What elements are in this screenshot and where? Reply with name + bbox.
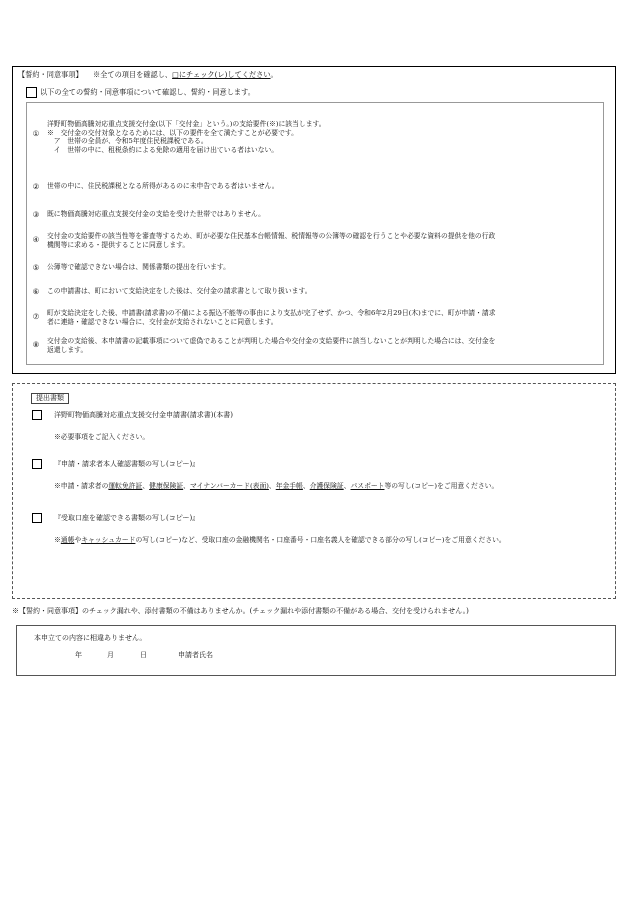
- warning-text: ※【誓約・同意事項】のチェック漏れや、添付書類の不備はありませんか。(チェック漏れや添付書類の不備がある場合、交付を受けられません。): [12, 607, 469, 615]
- document-note-segment: パスポート: [350, 482, 385, 490]
- pledge-item-text: [47, 309, 597, 326]
- pledge-item-text: [47, 232, 597, 249]
- document-note: [54, 536, 506, 544]
- document-checkbox[interactable]: [32, 513, 42, 523]
- pledge-item-line: 町が支給決定をした後、申請書(請求書)の不備による振込不能等の事由により支払が完了せず、かつ、令和6年2月29日(木)までに、町が申請・請求: [47, 309, 496, 317]
- pledge-item-line: 交付金の支給要件の該当性等を審査等するため、町が必要な住民基本台帳情報、税情報等の公簿等の確認を行うことや必要な資料の提供を他の行政: [47, 232, 496, 240]
- document-note-segment: や: [74, 536, 82, 544]
- pledge-item-text: [47, 182, 597, 191]
- document-note-segment: 年金手帳: [275, 482, 303, 490]
- pledge-section: [12, 66, 616, 374]
- declaration-text: 本申立ての内容に相違ありません。: [34, 634, 147, 642]
- pledge-item-number: ⑦: [32, 312, 40, 321]
- document-note-segment: の写し(コピー)など、受取口座の金融機関名・口座番号・口座名義人を確認できる部分の写し(コピー)をご用意ください。: [135, 536, 506, 544]
- pledge-item-text: [47, 263, 597, 272]
- pledge-item-line: イ 世帯の中に、租税条約による免除の適用を届け出ている者はいない。: [47, 145, 279, 154]
- declaration-box: [16, 625, 616, 676]
- date-day-label: 日: [140, 651, 147, 659]
- document-note-segment: 、: [268, 482, 276, 490]
- pledge-item-text: [47, 337, 597, 354]
- document-checkbox[interactable]: [32, 410, 42, 420]
- pledge-item-line: 交付金の支給後、本申請書の記載事項について虚偽であることが判明した場合や交付金の支給要件に該当しないことが判明した場合には、交付金を: [47, 337, 496, 345]
- document-note: [54, 433, 149, 441]
- pledge-item-line: 公簿等で確認できない場合は、関係書類の提出を行います。: [47, 263, 230, 271]
- document-note-segment: 、: [183, 482, 190, 490]
- document-note-segment: 運転免許証: [108, 482, 143, 490]
- document-note-segment: 介護保険証: [309, 482, 344, 490]
- pledge-item-line: 世帯の中に、住民税課税となる所得があるのに未申告である者はいません。: [47, 182, 279, 190]
- document-note: [54, 482, 498, 490]
- pledge-item-number: ②: [32, 182, 40, 191]
- documents-section: [12, 383, 616, 599]
- date-year-label: 年: [75, 651, 82, 659]
- applicant-name-label: 申請者氏名: [178, 651, 213, 659]
- pledge-item-number: ①: [32, 129, 40, 138]
- pledge-item-line: 者に連絡・確認できない場合に、交付金が支給されないことに同意します。: [47, 317, 278, 326]
- pledge-item-number: ⑧: [32, 340, 40, 349]
- document-note-segment: 等の写し(コピー)をご用意ください。: [384, 482, 499, 490]
- pledge-heading-row: [18, 70, 278, 79]
- document-label: 『受取口座を確認できる書類の写し(コピー)』: [54, 514, 200, 522]
- document-note-segment: ※必要事項をご記入ください。: [54, 433, 150, 441]
- pledge-instruction: ※全ての項目を確認し、□にチェック(レ)してください。: [93, 70, 278, 79]
- document-note-segment: 、: [302, 482, 310, 490]
- pledge-item-line: 既に物価高騰対応重点支援交付金の支給を受けた世帯ではありません。: [47, 210, 265, 218]
- document-label: 洋野町物価高騰対応重点支援交付金申請書(請求書)(本書): [54, 411, 233, 419]
- documents-label: 提出書類: [31, 393, 69, 404]
- document-note-segment: 通帳: [60, 536, 75, 544]
- document-checkbox[interactable]: [32, 459, 42, 469]
- document-note-segment: 、: [142, 482, 150, 490]
- pledge-item-number: ③: [32, 210, 40, 219]
- pledge-heading: 【誓約・同意事項】: [18, 70, 83, 79]
- document-label: 『申請・請求者本人確認書類の写し(コピー)』: [54, 460, 200, 468]
- pledge-item-line: 洋野町物価高騰対応重点支援交付金(以下「交付金」という。)の支給要件(※)に該当します。: [47, 120, 326, 128]
- document-note-segment: ※申請・請求者の: [54, 482, 109, 490]
- document-note-segment: マイナンバーカード(表面): [189, 482, 269, 490]
- date-month-label: 月: [107, 651, 114, 659]
- pledge-item-text: [47, 120, 597, 154]
- pledge-item-number: ④: [32, 235, 40, 244]
- document-note-segment: ※: [54, 536, 61, 544]
- pledge-item-line: ア 世帯の全員が、令和5年度住民税課税である。: [47, 137, 208, 146]
- document-note-segment: 健康保険証: [149, 482, 184, 490]
- pledge-item-number: ⑥: [32, 287, 40, 296]
- pledge-item-text: [47, 287, 597, 296]
- pledge-item-line: 返還します。: [47, 345, 88, 354]
- agree-all-checkbox[interactable]: [26, 87, 37, 98]
- pledge-items-box: [26, 102, 604, 365]
- pledge-item-text: [47, 210, 597, 219]
- agree-all-row: [26, 87, 255, 98]
- pledge-item-line: この申請書は、町において支給決定をした後は、交付金の請求書として取り扱います。: [47, 287, 312, 295]
- pledge-item-line: ※ 交付金の交付対象となるためには、以下の要件を全て満たすことが必要です。: [47, 128, 298, 137]
- pledge-item-number: ⑤: [32, 263, 40, 272]
- document-note-segment: キャッシュカード: [81, 536, 136, 544]
- document-note-segment: 、: [343, 482, 351, 490]
- agree-all-label: 以下の全ての誓約・同意事項について確認し、誓約・同意します。: [40, 87, 255, 97]
- pledge-item-line: 機関等に求める・提供することに同意します。: [47, 240, 190, 249]
